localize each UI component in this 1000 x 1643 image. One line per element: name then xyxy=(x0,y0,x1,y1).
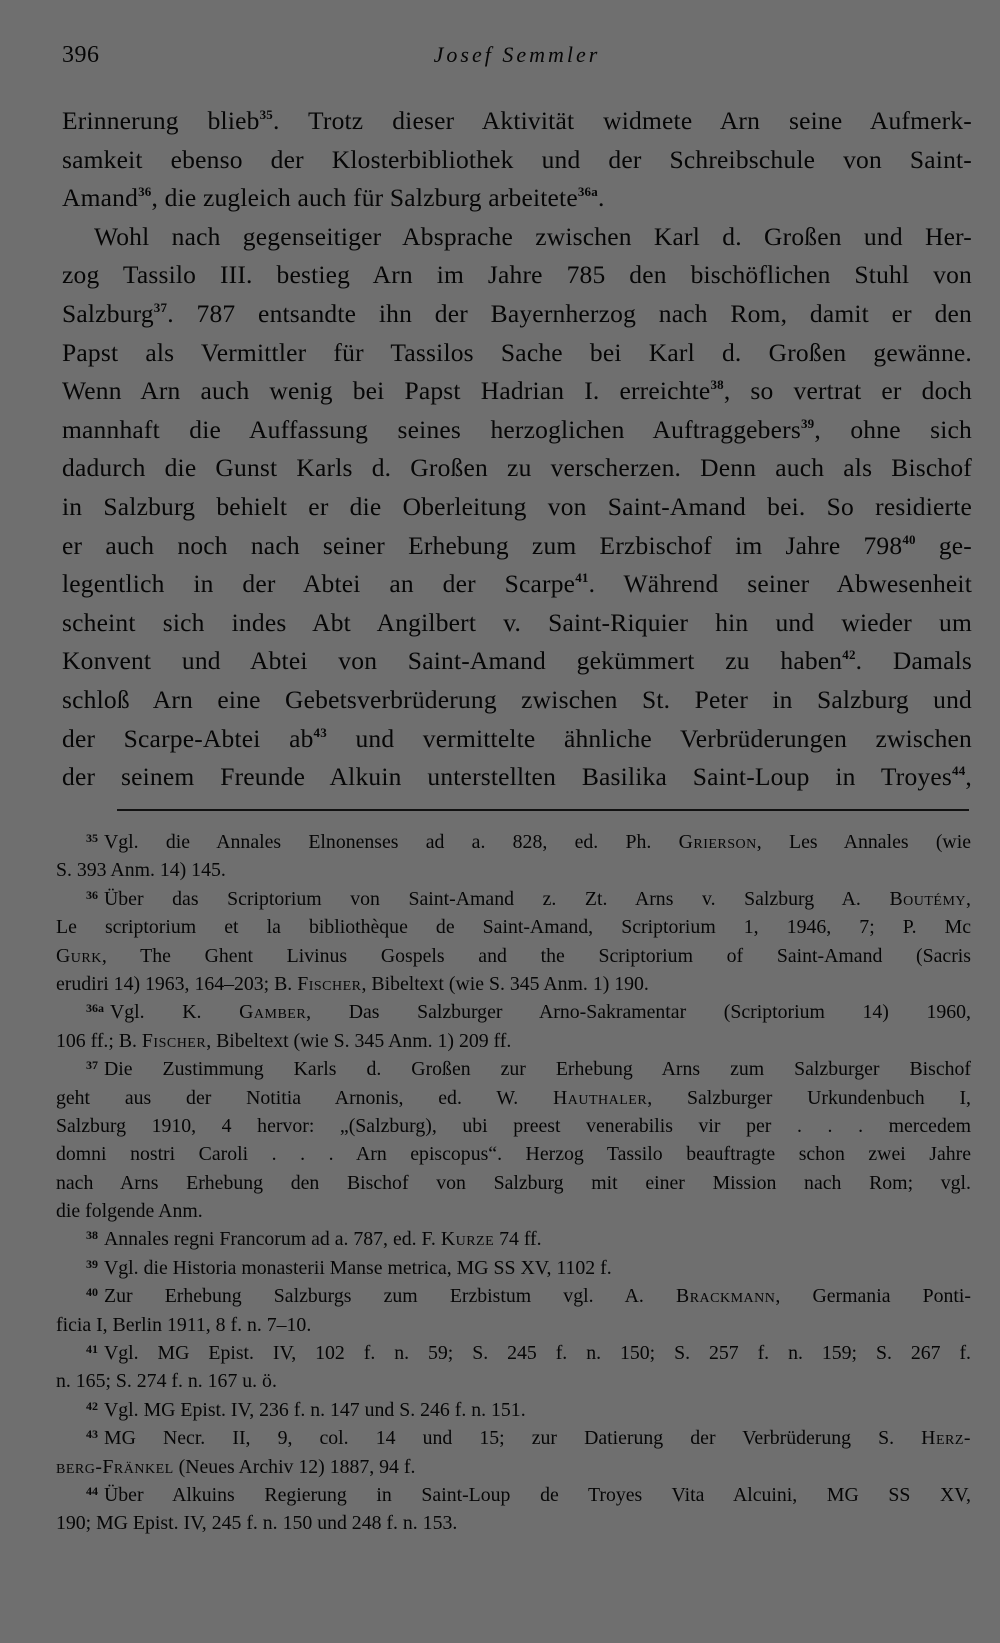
author-name: Boutémy xyxy=(889,887,967,910)
footnote-number: 36a xyxy=(86,1001,104,1016)
text-run: , Das Salzburger Arno-Sakramentar (Scriptorium 14) 1960, xyxy=(306,1001,971,1024)
text-run: Über Alkuins Regierung in Saint-Loup de Troyes Vita Alcuini, MG SS XV, xyxy=(104,1483,971,1506)
text-run: mannhaft die Auffassung seines herzoglichen Auftraggebers xyxy=(62,414,801,444)
footnote-text xyxy=(56,1200,203,1222)
text-run: . Damals xyxy=(855,646,973,676)
footnote-ref[interactable]: 38 xyxy=(710,377,724,393)
text-run: (Neues Archiv 12) 1887, 94 f. xyxy=(173,1455,416,1478)
footnote-line xyxy=(56,1225,971,1253)
footnote-line xyxy=(56,885,971,913)
footnote-text xyxy=(104,1285,971,1307)
text-run: MG Necr. II, 9, col. 14 und 15; zur Datierung der Verbrüderung S. xyxy=(104,1427,922,1450)
text-run: Vgl. die Annales Elnonenses ad a. 828, ed. Ph. xyxy=(104,831,679,853)
footnote xyxy=(56,1282,971,1339)
text-run: , The Ghent Livinus Gospels and the Scriptorium of Saint-Amand (Sacris xyxy=(101,944,971,967)
text-run: samkeit ebenso der Klosterbibliothek und der Schreibschule von Saint- xyxy=(62,144,972,174)
text-line xyxy=(62,334,972,373)
text-line xyxy=(62,449,972,488)
text-run: Salzburg 1910, 4 hervor: „(Salzburg), ubi preest venerabilis vir per . . . mercedem xyxy=(56,1114,971,1137)
footnote-text xyxy=(104,1058,971,1080)
footnote-line xyxy=(56,998,971,1026)
text-run: Zur Erhebung Salzburgs zum Erzbistum vgl. A. xyxy=(104,1285,676,1308)
text-run: scheint sich indes Abt Angilbert v. Saint-Riquier hin und wieder um xyxy=(62,607,972,637)
text-line xyxy=(62,179,972,218)
text-run: Vgl. K. xyxy=(110,1001,240,1024)
text-run: und vermittelte ähnliche Verbrüderungen zwischen xyxy=(326,723,972,753)
footnote-text xyxy=(56,916,971,938)
text-run: , Les Annales (wie xyxy=(756,831,971,853)
text-run: Wohl nach gegenseitiger Absprache zwischen Karl d. Großen und Her- xyxy=(94,221,972,251)
footnote-text xyxy=(56,1512,457,1534)
footnote-text xyxy=(104,1427,971,1449)
footnote-line xyxy=(56,970,971,998)
text-run: zog Tassilo III. bestieg Arn im Jahre 785 den bischöflichen Stuhl von xyxy=(62,260,972,290)
footnote-text xyxy=(56,973,649,995)
text-run: S. 393 Anm. 14) 145. xyxy=(56,859,226,882)
footnote-line xyxy=(56,942,971,970)
text-run: , Salzburger Urkundenbuch I, xyxy=(647,1086,972,1109)
footnote-line xyxy=(56,1481,971,1509)
footnote-line xyxy=(56,1282,971,1310)
main-text xyxy=(62,102,972,797)
footnote-number: 39 xyxy=(86,1256,98,1271)
footnote-ref[interactable]: 36 xyxy=(138,184,152,200)
text-run: , Germania Ponti- xyxy=(775,1285,971,1308)
text-run: Konvent und Abtei von Saint-Amand gekümmert zu haben xyxy=(62,646,843,676)
footnote-text xyxy=(104,1399,526,1421)
author-name: berg-Fränkel xyxy=(56,1455,174,1478)
footnote-ref[interactable]: 37 xyxy=(153,299,168,315)
footnote-line xyxy=(56,913,971,941)
text-run: Vgl. die Historia monasterii Manse metrica, MG SS XV, 1102 f. xyxy=(104,1256,612,1279)
text-line xyxy=(62,565,972,604)
text-run: . xyxy=(597,183,605,213)
text-run: der seinem Freunde Alkuin unterstellten Basilika Saint-Loup in Troyes xyxy=(62,762,953,792)
footnote xyxy=(56,828,971,885)
text-run: . Trotz dieser Aktivität widmete Arn seine Aufmerk- xyxy=(273,106,972,135)
text-run: ficia I, Berlin 1911, 8 f. n. 7–10. xyxy=(56,1313,312,1336)
footnote xyxy=(56,1225,971,1253)
footnote xyxy=(56,998,971,1055)
footnote-number: 37 xyxy=(86,1058,98,1073)
footnote-rule xyxy=(117,809,969,811)
footnote-line xyxy=(56,1311,971,1339)
footnote-line xyxy=(56,1509,971,1537)
footnote xyxy=(56,1339,971,1396)
text-run: in Salzburg behielt er die Oberleitung von Saint-Amand bei. So residierte xyxy=(62,491,972,521)
footnote-text xyxy=(104,1257,612,1279)
text-run: Erinnerung blieb xyxy=(62,106,260,135)
text-run: dadurch die Gunst Karls d. Großen zu verscherzen. Denn auch als Bischof xyxy=(62,453,972,483)
footnote-line xyxy=(56,1169,971,1197)
text-run: Amand xyxy=(62,183,139,213)
text-line xyxy=(62,488,972,527)
page-header xyxy=(62,42,972,76)
text-run: die folgende Anm. xyxy=(56,1200,203,1223)
text-line xyxy=(62,102,972,141)
footnote-text xyxy=(56,1030,511,1052)
footnote-number: 42 xyxy=(86,1398,98,1413)
text-run: Salzburg xyxy=(62,298,154,328)
text-run: nach Arns Erhebung den Bischof von Salzburg mit einer Mission nach Rom; vgl. xyxy=(56,1171,971,1194)
footnote-line xyxy=(56,1055,971,1083)
text-run: erudiri 14) 1963, 164–203; B. xyxy=(56,972,298,995)
text-line xyxy=(62,372,972,411)
footnote-text xyxy=(56,1172,971,1194)
text-run: n. 165; S. 274 f. n. 167 u. ö. xyxy=(56,1370,277,1393)
footnote-text xyxy=(56,1115,971,1137)
text-run: er auch noch nach seiner Erhebung zum Erzbischof im Jahre 798 xyxy=(62,530,903,560)
running-head: Josef Semmler xyxy=(433,42,601,67)
footnote-text xyxy=(104,1342,971,1364)
text-run: legentlich in der Abtei an der Scarpe xyxy=(62,569,576,599)
text-line xyxy=(62,681,972,720)
author-name: Hauthaler xyxy=(552,1086,648,1109)
footnote-line xyxy=(56,1339,971,1367)
text-run: schloß Arn eine Gebetsverbrüderung zwischen St. Peter in Salzburg und xyxy=(62,684,972,714)
footnote-text xyxy=(56,1143,971,1165)
footnote-number: 36 xyxy=(86,887,98,902)
text-run: Wenn Arn auch wenig bei Papst Hadrian I. erreichte xyxy=(62,376,711,406)
author-name: Fischer xyxy=(297,972,362,995)
text-line xyxy=(62,642,972,681)
text-run: Le scriptorium et la bibliothèque de Saint-Amand, Scriptorium 1, 1946, 7; P. Mc xyxy=(56,916,971,939)
text-run: , Bibeltext (wie S. 345 Anm. 1) 209 ff. xyxy=(206,1029,512,1052)
text-run: Über das Scriptorium von Saint-Amand z. Zt. Arns v. Salzburg A. xyxy=(104,887,890,910)
footnote-ref[interactable]: 44 xyxy=(952,763,966,779)
footnote-number: 38 xyxy=(86,1228,98,1243)
footnote-line xyxy=(56,1197,971,1225)
text-run: , so vertrat er doch xyxy=(723,376,972,406)
author-name: Grierson xyxy=(678,831,757,853)
footnote-line xyxy=(56,1140,971,1168)
footnote-line xyxy=(56,1112,971,1140)
author-name: Herz- xyxy=(921,1427,971,1450)
footnote-number: 41 xyxy=(86,1342,98,1357)
footnote-line xyxy=(56,1084,971,1112)
text-run: 106 ff.; B. xyxy=(56,1029,142,1052)
footnote xyxy=(56,1254,971,1282)
footnote-ref[interactable]: 41 xyxy=(575,570,589,586)
footnote-ref[interactable]: 35 xyxy=(259,107,273,122)
text-line xyxy=(62,758,972,797)
page-number: 396 xyxy=(62,42,100,68)
footnote-ref[interactable]: 36a xyxy=(577,184,598,200)
footnote-text xyxy=(56,945,971,967)
text-run: . Während seiner Abwesenheit xyxy=(588,569,972,599)
footnote-ref[interactable]: 39 xyxy=(800,415,815,431)
text-line xyxy=(62,604,972,643)
text-run: Vgl. MG Epist. IV, 102 f. n. 59; S. 245 f. n. 150; S. 257 f. n. 159; S. 267 f. xyxy=(104,1342,971,1365)
footnote-ref[interactable]: 43 xyxy=(313,724,327,740)
text-run: , xyxy=(966,887,971,910)
text-run: , ohne sich xyxy=(814,414,972,444)
footnote-text xyxy=(56,859,226,881)
footnote-line xyxy=(56,828,971,856)
text-run: 74 ff. xyxy=(494,1228,542,1251)
text-run: 190; MG Epist. IV, 245 f. n. 150 und 248 f. n. 153. xyxy=(56,1512,458,1535)
footnote-text xyxy=(104,831,971,853)
footnote-ref[interactable]: 42 xyxy=(842,647,856,663)
text-run: , xyxy=(965,762,972,792)
text-line xyxy=(62,141,972,180)
footnote-line xyxy=(56,1027,971,1055)
footnote-line xyxy=(56,1254,971,1282)
footnote xyxy=(56,1055,971,1225)
footnote-text xyxy=(104,888,971,910)
footnote-line xyxy=(56,1396,971,1424)
text-run: Die Zustimmung Karls d. Großen zur Erhebung Arns zum Salzburger Bischof xyxy=(104,1058,971,1081)
author-name: Gurk xyxy=(56,944,102,967)
footnotes xyxy=(56,828,971,1538)
text-line xyxy=(62,527,972,566)
text-run: Papst als Vermittler für Tassilos Sache bei Karl d. Großen gewänne. xyxy=(62,337,972,367)
footnote xyxy=(56,1424,971,1481)
text-run: , Bibeltext (wie S. 345 Anm. 1) 190. xyxy=(361,972,649,995)
text-run: der Scarpe-Abtei ab xyxy=(62,723,314,753)
footnote-line xyxy=(56,856,971,884)
footnote-number: 44 xyxy=(86,1483,98,1498)
author-name: Brackmann xyxy=(676,1285,776,1308)
author-name: Fischer xyxy=(141,1029,207,1052)
text-line xyxy=(62,411,972,450)
text-run: domni nostri Caroli . . . Arn episcopus“. Herzog Tassilo beauftragte schon zwei Jahre xyxy=(56,1143,971,1166)
footnote-number: 43 xyxy=(86,1427,98,1442)
text-line xyxy=(62,256,972,295)
text-run: Vgl. MG Epist. IV, 236 f. n. 147 und S. 246 f. n. 151. xyxy=(104,1398,526,1421)
footnote xyxy=(56,1481,971,1538)
footnote xyxy=(56,885,971,999)
footnote-text xyxy=(56,1314,311,1336)
footnote-text xyxy=(56,1087,971,1109)
footnote-number: 35 xyxy=(86,831,98,845)
footnote-number: 40 xyxy=(86,1285,98,1300)
text-run: . 787 entsandte ihn der Bayernherzog nach Rom, damit er den xyxy=(167,298,972,328)
text-line xyxy=(62,218,972,257)
author-name: Gamber xyxy=(239,1001,307,1024)
text-run: , die zugleich auch für Salzburg arbeitete xyxy=(151,183,578,213)
text-line xyxy=(62,720,972,759)
footnote-text xyxy=(56,1370,277,1392)
footnote-line xyxy=(56,1453,971,1481)
text-run: ge- xyxy=(915,530,972,560)
footnote-text xyxy=(104,1228,542,1250)
footnote-text xyxy=(110,1001,971,1023)
footnote-ref[interactable]: 40 xyxy=(902,531,916,547)
text-line xyxy=(62,295,972,334)
footnote-line xyxy=(56,1424,971,1452)
text-run: Annales regni Francorum ad a. 787, ed. F. xyxy=(104,1228,441,1251)
author-name: Kurze xyxy=(440,1228,495,1251)
footnote-line xyxy=(56,1367,971,1395)
footnote-text xyxy=(56,1456,415,1478)
footnote-text xyxy=(104,1484,971,1506)
text-run: geht aus der Notitia Arnonis, ed. W. xyxy=(56,1086,553,1109)
footnote xyxy=(56,1396,971,1424)
